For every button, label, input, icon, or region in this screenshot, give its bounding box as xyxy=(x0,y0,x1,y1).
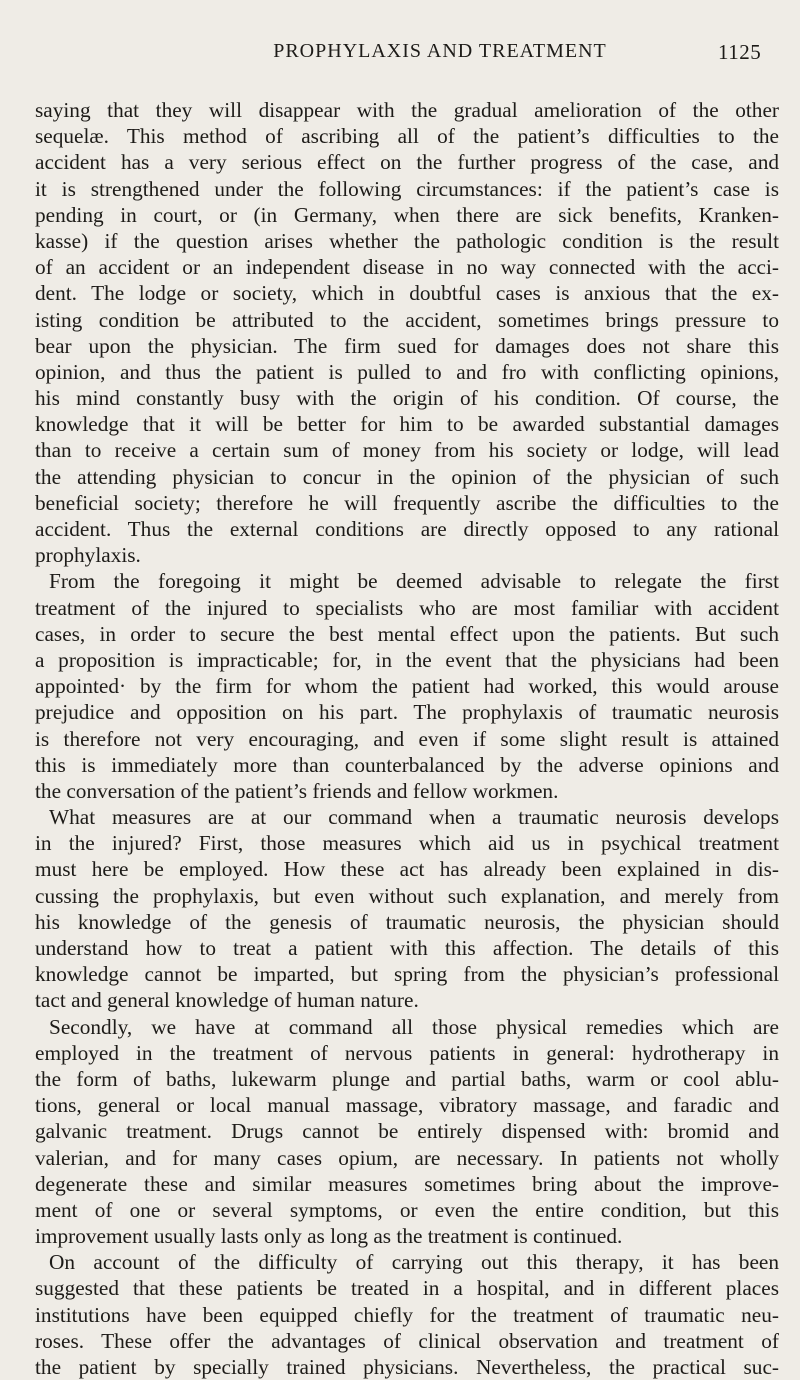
text-line: galvanic treatment. Drugs cannot be entirely dispensed with: bromid and xyxy=(35,1119,779,1144)
text-line: is therefore not very encouraging, and even if some slight result is attained xyxy=(35,726,779,751)
text-line: treatment of the injured to specialists who are most familiar with accident xyxy=(35,595,779,620)
text-line: ment of one or several symptoms, or even the entire condition, but this xyxy=(35,1197,779,1222)
text-line: appointed· by the firm for whom the patient had worked, this would arouse xyxy=(35,674,779,699)
text-line: sequelæ. This method of ascribing all of the patient’s difficulties to the xyxy=(35,124,779,149)
text-line: knowledge that it will be better for him to be awarded substantial damages xyxy=(35,412,779,437)
text-line: the form of baths, lukewarm plunge and partial baths, warm or cool ablu- xyxy=(35,1066,779,1091)
text-line: improvement usually lasts only as long as the treatment is continued. xyxy=(35,1224,623,1249)
text-line: valerian, and for many cases opium, are necessary. In patients not wholly xyxy=(35,1145,779,1170)
text-line: must here be employed. How these act has already been explained in dis- xyxy=(35,857,779,882)
body-text xyxy=(35,97,779,1380)
text-line: the attending physician to concur in the opinion of the physician of such xyxy=(35,464,779,489)
text-line: degenerate these and similar measures sometimes bring about the improve- xyxy=(35,1171,779,1196)
text-line: What measures are at our command when a traumatic neurosis develops xyxy=(49,805,779,830)
text-line: in the injured? First, those measures which aid us in psychical treatment xyxy=(35,831,779,856)
text-line: his knowledge of the genesis of traumatic neurosis, the physician should xyxy=(35,909,779,934)
text-line: his mind constantly busy with the origin of his condition. Of course, the xyxy=(35,386,779,411)
text-line: understand how to treat a patient with this affection. The details of this xyxy=(35,936,779,960)
text-line: isting condition be attributed to the accident, sometimes brings pressure to xyxy=(35,307,779,332)
text-line: cussing the prophylaxis, but even without such explanation, and merely from xyxy=(35,883,779,908)
page-header xyxy=(0,40,800,70)
text-line: the patient by specially trained physicians. Nevertheless, the practical suc- xyxy=(35,1355,779,1379)
text-line: knowledge cannot be imparted, but spring from the physician’s professional xyxy=(35,962,779,987)
text-line: kasse) if the question arises whether the pathologic condition is the result xyxy=(35,228,779,253)
text-line: On account of the difficulty of carrying out this therapy, it has been xyxy=(49,1250,779,1275)
text-line: accident. Thus the external conditions are directly opposed to any rational xyxy=(35,517,779,541)
text-line: bear upon the physician. The firm sued for damages does not share this xyxy=(35,333,779,358)
text-line: cases, in order to secure the best mental effect upon the patients. But such xyxy=(35,621,779,646)
text-line: From the foregoing it might be deemed advisable to relegate the first xyxy=(49,569,779,594)
text-line: of an accident or an independent disease in no way connected with the acci- xyxy=(35,255,779,280)
page-number: 1125 xyxy=(718,40,762,64)
text-line: saying that they will disappear with the gradual amelioration of the other xyxy=(35,98,779,122)
text-line: it is strengthened under the following circumstances: if the patient’s case is xyxy=(35,176,779,201)
text-line: pending in court, or (in Germany, when there are sick benefits, Kranken- xyxy=(35,202,779,227)
text-line: tact and general knowledge of human nature. xyxy=(35,988,419,1013)
text-line: the conversation of the patient’s friends and fellow workmen. xyxy=(35,778,559,803)
running-head: PROPHYLAXIS AND TREATMENT xyxy=(273,40,607,62)
text-line: dent. The lodge or society, which in doubtful cases is anxious that the ex- xyxy=(35,281,779,306)
text-line: a proposition is impracticable; for, in the event that the physicians had been xyxy=(35,647,779,672)
text-line: opinion, and thus the patient is pulled to and fro with conflicting opinions, xyxy=(35,359,779,384)
text-line: prejudice and opposition on his part. The prophylaxis of traumatic neurosis xyxy=(35,700,779,725)
text-line: institutions have been equipped chiefly for the treatment of traumatic neu- xyxy=(35,1302,779,1327)
text-line: than to receive a certain sum of money from his society or lodge, will lead xyxy=(35,438,779,463)
text-line: employed in the treatment of nervous patients in general: hydrotherapy in xyxy=(35,1040,779,1065)
text-line: accident has a very serious effect on the further progress of the case, and xyxy=(35,150,779,175)
text-line: tions, general or local manual massage, vibratory massage, and faradic and xyxy=(35,1093,779,1118)
text-line: prophylaxis. xyxy=(35,543,141,568)
text-line: this is immediately more than counterbalanced by the adverse opinions and xyxy=(35,752,779,777)
text-line: beneficial society; therefore he will frequently ascribe the difficulties to the xyxy=(35,490,779,515)
text-line: roses. These offer the advantages of clinical observation and treatment of xyxy=(35,1328,779,1353)
text-line: Secondly, we have at command all those physical remedies which are xyxy=(49,1014,779,1039)
text-line: suggested that these patients be treated in a hospital, and in different places xyxy=(35,1276,779,1301)
